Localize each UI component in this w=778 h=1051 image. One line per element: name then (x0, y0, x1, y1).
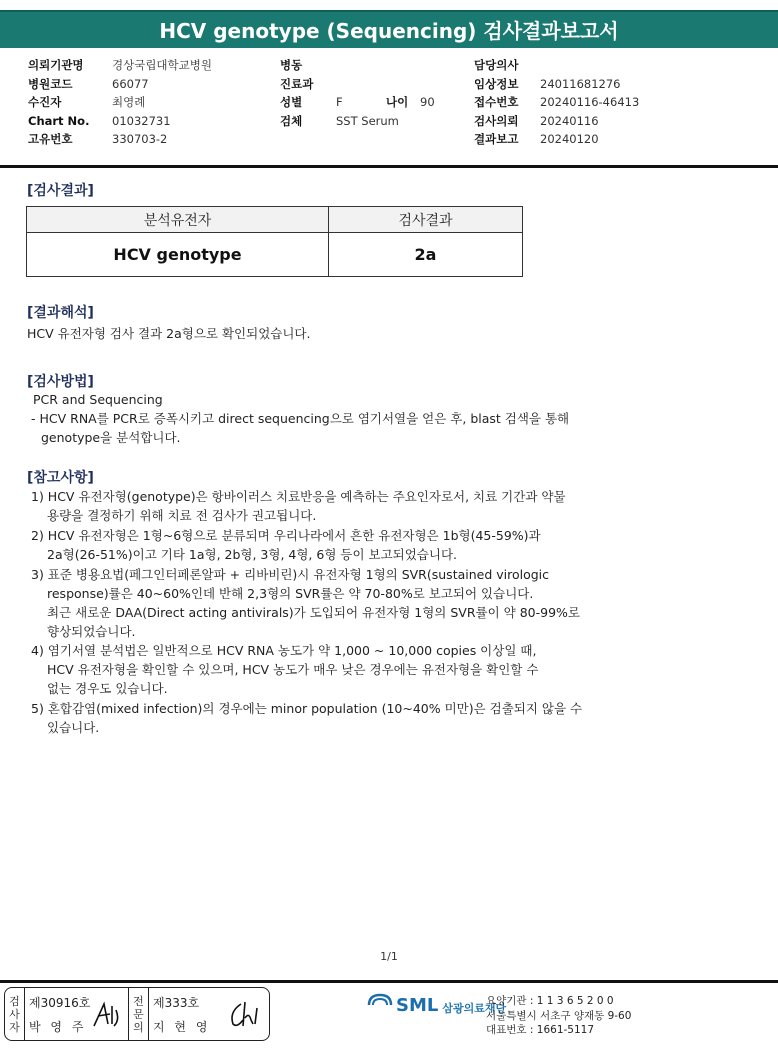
unique-id-value: 330703-2 (112, 132, 168, 146)
note-line: 없는 경우도 있습니다. (47, 681, 168, 696)
sex-label: 성별 (280, 95, 303, 109)
examiner-signature-icon (90, 998, 124, 1032)
result-column-header: 검사결과 (329, 207, 523, 233)
page-number: 1/1 (380, 950, 398, 963)
result-value-cell: 2a (329, 233, 523, 277)
method-line: - HCV RNA를 PCR로 증폭시키고 direct sequencing으로 염기서열을 얻은 후, blast 검색을 통해 (31, 411, 570, 426)
notes-heading: [참고사항] (27, 470, 94, 486)
requesting-institution-value: 경상국립대학교병원 (112, 58, 212, 72)
sex-value: F (336, 95, 343, 109)
note-line: 향상되었습니다. (47, 624, 136, 639)
sml-logo-icon (366, 993, 394, 1017)
specimen-label: 검체 (280, 113, 303, 128)
attending-doctor-label: 담당의사 (474, 58, 519, 72)
department-label: 진료과 (280, 76, 314, 91)
note-line: 4) 염기서열 분석법은 일반적으로 HCV RNA 농도가 약 1,000 ~ 10,000 copies 이상일 때, (31, 643, 537, 658)
result-report-date-value: 20240120 (540, 132, 599, 146)
interpretation-heading: [결과해석] (27, 305, 94, 321)
hospital-code-label: 병원코드 (28, 76, 73, 91)
specialist-label-char: 문 (133, 1007, 144, 1021)
specialist-signature-icon (227, 998, 263, 1032)
specialist-name: 지 현 영 (153, 1020, 211, 1034)
specialist-label-char: 전 (133, 994, 144, 1008)
examiner-name: 박 영 주 (29, 1020, 87, 1034)
age-value: 90 (420, 95, 435, 109)
hospital-code-value: 66077 (112, 76, 149, 91)
unique-id-label: 고유번호 (28, 132, 73, 146)
age-label: 나이 (386, 95, 409, 109)
test-request-date-label: 검사의뢰 (474, 113, 519, 128)
note-line: response)률은 40~60%인데 반해 2,3형의 SVR률은 약 70-80%로 보고되어 있습니다. (47, 586, 534, 601)
gene-column-header: 분석유전자 (27, 207, 329, 233)
result-table (26, 206, 523, 277)
header-divider (0, 165, 778, 168)
method-heading: [검사방법] (27, 374, 94, 390)
specialist-vertical-label (129, 988, 149, 1040)
logo-korean-text: 삼광의료재단 (442, 1002, 507, 1015)
examiner-license-no: 제30916호 (29, 996, 91, 1010)
receipt-no-label: 접수번호 (474, 95, 519, 109)
examiner-cell (25, 988, 129, 1040)
specimen-value: SST Serum (336, 113, 399, 128)
note-line: 용량을 결정하기 위해 치료 전 검사가 권고됩니다. (47, 508, 317, 523)
note-line: 2) HCV 유전자형은 1형~6형으로 분류되며 우리나라에서 흔한 유전자형은 1b형(45-59%)과 (31, 528, 541, 543)
patient-info-column-1 (28, 56, 212, 149)
note-line: 최근 새로운 DAA(Direct acting antivirals)가 도입되어 유전자형 1형의 SVR률이 약 80-99%로 (47, 605, 580, 620)
examiner-vertical-label (5, 988, 25, 1040)
specialist-license-no: 제333호 (153, 996, 200, 1010)
patient-name-label: 수진자 (28, 95, 62, 109)
examiner-label-char: 자 (9, 1020, 20, 1034)
patient-info-column-2 (280, 56, 435, 130)
method-line: PCR and Sequencing (33, 392, 163, 407)
note-line: 5) 혼합감염(mixed infection)의 경우에는 minor population (10~40% 미만)은 검출되지 않을 수 (31, 701, 583, 716)
ward-label: 병동 (280, 58, 303, 72)
result-report-date-label: 결과보고 (474, 132, 519, 146)
note-line: 3) 표준 병용요법(페그인터페론알파 + 리바비린)시 유전자형 1형의 SVR(sustained virologic (31, 567, 550, 582)
chart-no-value: 01032731 (112, 113, 171, 128)
clinical-info-label: 임상정보 (474, 76, 519, 91)
note-line: HCV 유전자형을 확인할 수 있으며, HCV 농도가 매우 낮은 경우에는 유전자형을 확인할 수 (47, 662, 539, 677)
note-line: 있습니다. (47, 720, 100, 735)
org-phone-line: 대표번호 : 1661-5117 (486, 1024, 595, 1036)
patient-info-column-3 (474, 56, 639, 149)
note-line: 1) HCV 유전자형(genotype)은 항바이러스 치료반응을 예측하는 주요인자로서, 치료 기간과 약물 (31, 489, 566, 504)
org-address-line: 서울특별시 서초구 양재동 9-60 (486, 1009, 632, 1022)
table-row (27, 233, 523, 277)
method-line: genotype을 분석합니다. (41, 430, 181, 445)
test-request-date-value: 20240116 (540, 113, 599, 128)
footer-divider (0, 980, 778, 983)
signature-box (4, 987, 270, 1041)
result-heading: [검사결과] (27, 183, 94, 199)
organization-info (486, 994, 631, 1038)
gene-cell: HCV genotype (27, 233, 329, 277)
note-line: 2a형(26-51%)이고 기타 1a형, 2b형, 3형, 4형, 6형 등이 보고되었습니다. (47, 547, 458, 562)
examiner-label-char: 검 (9, 994, 20, 1008)
logo-text: SML (396, 994, 439, 1016)
specialist-label-char: 의 (133, 1020, 144, 1034)
requesting-institution-label: 의뢰기관명 (28, 58, 84, 72)
patient-name-value: 최영례 (112, 95, 146, 109)
org-code-line: 요양기관 : 1 1 3 6 5 2 0 0 (486, 995, 614, 1007)
interpretation-text: HCV 유전자형 검사 결과 2a형으로 확인되었습니다. (27, 326, 311, 341)
chart-no-label: Chart No. (28, 113, 90, 128)
report-title: HCV genotype (Sequencing) 검사결과보고서 (0, 10, 778, 48)
receipt-no-value: 20240116-46413 (540, 95, 640, 109)
examiner-label-char: 사 (9, 1007, 20, 1021)
clinical-info-value: 24011681276 (540, 76, 621, 91)
specialist-cell (149, 988, 267, 1040)
